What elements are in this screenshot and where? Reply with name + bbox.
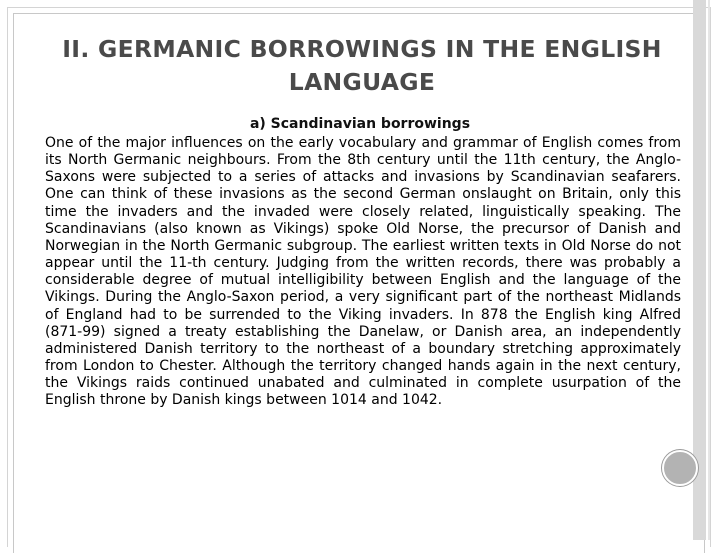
body-paragraph: One of the major influences on the early vocabulary and grammar of English comes from its North Germanic neighbours. From the 8th century until the 11th century, the Anglo-Saxons were subjected to a series of attacks and invasions by Scandinavian seafarers. One can think of these invasions as the second German onslaught on Britain, only this time the invaders and the invaded were closely related, linguistically speaking. The Scandinavians (also known as Vikings) spoke Old Norse, the precursor of Danish and Norwegian in the North Germanic subgroup. The earliest written texts in Old Norse do not appear until the 11-th century. Judging from the written records, there was probably a considerable degree of mutual intelligibility between English and the language of the Vikings. During the Anglo-Saxon period, a very significant part of the northeast Midlands of England had to be surrended to the Viking invaders. In 878 the English king Alfred (871-99) signed a treaty establishing the Danelaw, or Danish area, an independently administered Danish territory to the northeast of a boundary stretching approximately from London to Chester. Although the territory changed hands again in the next century, the Vikings raids continued unabated and culminated in complete usurpation of the English throne by Danish kings between 1014 and 1042. bbox=[45, 135, 681, 409]
section-subtitle: a) Scandinavian borrowings bbox=[249, 116, 471, 132]
right-edge-line bbox=[708, 0, 710, 540]
slide-title: II. GERMANIC BORROWINGS IN THE ENGLISH LANGUAGE bbox=[62, 35, 662, 96]
decorative-circle bbox=[662, 450, 698, 486]
